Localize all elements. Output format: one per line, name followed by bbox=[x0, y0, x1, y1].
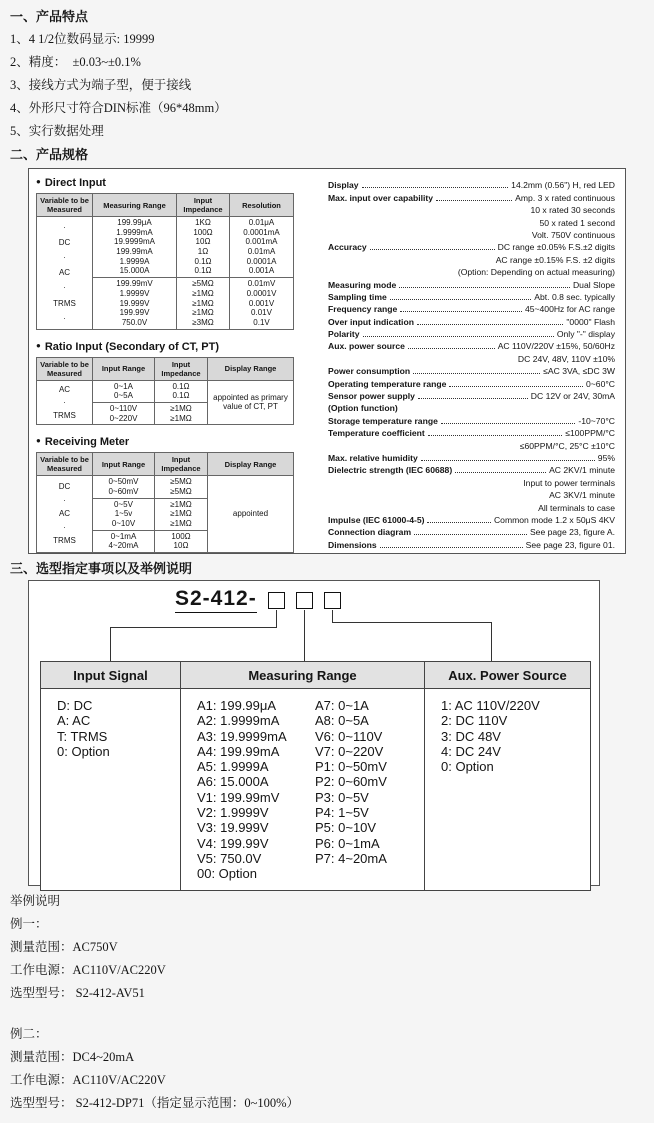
model-code-box-2 bbox=[296, 592, 313, 609]
range-value: 0~50mV bbox=[108, 477, 139, 487]
leader-dots bbox=[413, 373, 540, 374]
features-section bbox=[0, 0, 654, 166]
example1-title: 例一： bbox=[10, 917, 48, 931]
spec-row bbox=[328, 228, 615, 240]
spec-value: Dual Slope bbox=[572, 279, 615, 290]
receiving-meter-title bbox=[36, 436, 314, 448]
impedance-value: ≥3MΩ bbox=[192, 317, 214, 327]
selection-heading: 三、选型指定事项以及举例说明 bbox=[10, 561, 193, 576]
spec-value: See page 23, figure A. bbox=[529, 527, 615, 538]
option-measuring-range: A4: 199.99mA bbox=[197, 743, 280, 759]
variable-type-label: TRMS bbox=[53, 410, 76, 420]
ratio-input-title-text: Ratio Input (Secondary of CT, PT) bbox=[44, 340, 220, 353]
impedance-value: ≥1MΩ bbox=[170, 499, 192, 509]
specifications-panel bbox=[28, 168, 626, 554]
col-header-display-range: Display Range bbox=[208, 453, 294, 476]
range-value: 199.99mV bbox=[116, 279, 153, 289]
option-measuring-range: P3: 0~5V bbox=[315, 789, 369, 805]
option-measuring-range: V7: 0~220V bbox=[315, 743, 384, 759]
variable-type-label: AC bbox=[58, 384, 71, 394]
option-measuring-range: V2: 1.9999V bbox=[197, 805, 269, 821]
model-prefix: S2-412- bbox=[175, 587, 257, 613]
connector-line bbox=[332, 622, 492, 623]
col-header-variable: Variable to be Measured bbox=[37, 453, 93, 476]
option-aux-power: 1: AC 110V/220V bbox=[441, 698, 540, 713]
option-measuring-range: P6: 0~1mA bbox=[315, 835, 380, 851]
variable-type-label: TRMS bbox=[53, 298, 76, 308]
spec-row bbox=[328, 463, 615, 475]
variable-type-label: AC bbox=[58, 509, 71, 519]
spec-label: Measuring mode bbox=[328, 279, 397, 290]
display-range-note: appointed bbox=[232, 509, 269, 519]
range-value: 15.000A bbox=[119, 266, 150, 276]
leader-dots bbox=[399, 287, 570, 288]
example-line: 选型型号： S2-412-DP71（指定显示范围：0~100%） bbox=[10, 1096, 300, 1110]
option-measuring-range: A8: 0~5A bbox=[315, 713, 369, 729]
option-measuring-range: V1: 199.99mV bbox=[197, 789, 280, 805]
variable-type-label: · bbox=[63, 313, 66, 323]
resolution-value: 0.01μA bbox=[248, 218, 275, 227]
range-value: 4~20mA bbox=[108, 541, 139, 551]
range-value: 1.9999A bbox=[119, 256, 150, 266]
spec-row bbox=[328, 252, 615, 264]
impedance-value: 10Ω bbox=[173, 541, 189, 551]
resolution-group-cell bbox=[230, 217, 294, 278]
display-range-cell bbox=[208, 380, 294, 425]
aux-power-cell bbox=[425, 689, 591, 891]
spec-row bbox=[328, 339, 615, 351]
bullet-icon: ● bbox=[36, 177, 41, 186]
leader-dots bbox=[428, 435, 562, 436]
range-value: 0~1mA bbox=[110, 531, 137, 541]
example-line: 工作电源：AC110V/AC220V bbox=[10, 963, 166, 977]
spec-row bbox=[328, 401, 615, 413]
range-value: 199.99V bbox=[119, 308, 150, 318]
spec-row bbox=[328, 426, 615, 438]
option-aux-power: 2: DC 110V bbox=[441, 713, 508, 729]
impedance-value: ≥1MΩ bbox=[170, 413, 192, 423]
col-header-measuring-range: Measuring Range bbox=[93, 194, 177, 217]
spec-row bbox=[328, 488, 615, 500]
resolution-value: 0.01V bbox=[251, 308, 272, 318]
range-value: 199.99μA bbox=[117, 218, 152, 227]
leader-dots bbox=[436, 200, 512, 201]
impedance-value: 1Ω bbox=[197, 247, 209, 257]
range-value: 1.9999V bbox=[119, 288, 150, 298]
spec-value: 95% bbox=[597, 452, 615, 463]
col-header-input-impedance: Input Impedance bbox=[177, 194, 230, 217]
feature-item: 2、精度： ±0.03~±0.1% bbox=[10, 55, 141, 69]
spec-label: Display bbox=[328, 180, 359, 191]
option-measuring-range: V3: 19.999V bbox=[197, 820, 269, 836]
impedance-value: ≥1MΩ bbox=[170, 519, 192, 529]
option-measuring-range: P2: 0~60mV bbox=[315, 774, 387, 790]
spec-row bbox=[328, 178, 615, 190]
spec-row bbox=[328, 500, 615, 512]
leader-dots bbox=[380, 547, 523, 548]
col-header-aux-power: Aux. Power Source bbox=[425, 662, 591, 689]
example-line: 测量范围：AC750V bbox=[10, 940, 118, 954]
spec-row bbox=[328, 513, 615, 525]
feature-item: 3、接线方式为端子型，便于接线 bbox=[10, 78, 192, 92]
ratio-input-title bbox=[36, 341, 314, 353]
spec-value: Amp. 3 x rated continuous bbox=[515, 192, 615, 203]
range-group-cell bbox=[93, 278, 177, 329]
spec-label: Storage temperature range bbox=[328, 415, 438, 426]
resolution-value: 0.1V bbox=[253, 317, 270, 327]
spec-list bbox=[314, 175, 617, 549]
spec-value: AC 2KV/1 minute bbox=[549, 465, 615, 476]
spec-row bbox=[328, 265, 615, 277]
table-row bbox=[41, 689, 591, 891]
spec-row bbox=[328, 438, 615, 450]
spec-value: AC 3KV/1 minute bbox=[549, 490, 615, 501]
impedance-group-cell bbox=[155, 530, 208, 552]
col-header-input-impedance: Input Impedance bbox=[155, 453, 208, 476]
direct-input-title-text: Direct Input bbox=[44, 177, 106, 189]
range-value: 0~220V bbox=[109, 413, 138, 423]
impedance-value: ≥5MΩ bbox=[170, 477, 192, 487]
impedance-value: 100Ω bbox=[171, 531, 191, 541]
option-measuring-range: 00: Option bbox=[197, 866, 257, 882]
spec-value: (Option: Depending on actual measuring) bbox=[457, 267, 615, 278]
spec-row bbox=[328, 290, 615, 302]
range-group-cell bbox=[93, 498, 155, 530]
impedance-value: ≥1MΩ bbox=[192, 308, 214, 318]
option-aux-power: 4: DC 24V bbox=[441, 743, 501, 759]
option-measuring-range: A1: 199.99μA bbox=[197, 698, 277, 713]
resolution-value: 0.01mA bbox=[247, 247, 276, 257]
leader-dots bbox=[417, 324, 563, 325]
input-signal-cell bbox=[41, 689, 181, 891]
col-header-display-range: Display Range bbox=[208, 357, 294, 380]
range-value: 0~1A bbox=[114, 381, 133, 391]
spec-value: Common mode 1.2 x 50μS 4KV bbox=[493, 514, 615, 525]
measuring-range-col1 bbox=[197, 698, 315, 882]
spec-label: Dimensions bbox=[328, 539, 377, 550]
option-aux-power: 3: DC 48V bbox=[441, 728, 501, 744]
col-header-input-signal: Input Signal bbox=[41, 662, 181, 689]
selection-table bbox=[40, 661, 591, 891]
spec-label: Max. relative humidity bbox=[328, 452, 418, 463]
direct-input-title bbox=[36, 177, 314, 189]
col-header-variable: Variable to be Measured bbox=[37, 357, 93, 380]
col-header-variable: Variable to be Measured bbox=[37, 194, 93, 217]
impedance-group-cell bbox=[155, 476, 208, 498]
col-header-input-impedance: Input Impedance bbox=[155, 357, 208, 380]
range-value: 19.9999mA bbox=[114, 237, 155, 247]
range-value: 1~5v bbox=[114, 509, 133, 519]
impedance-group-cell bbox=[155, 498, 208, 530]
spec-row bbox=[328, 451, 615, 463]
variable-type-label: DC bbox=[58, 237, 71, 247]
spec-label: Sensor power supply bbox=[328, 391, 415, 402]
option-measuring-range: A6: 15.000A bbox=[197, 774, 269, 790]
leader-dots bbox=[370, 249, 495, 250]
impedance-value: 0.1Ω bbox=[172, 381, 190, 391]
spec-label: Temperature coefficient bbox=[328, 428, 425, 439]
receiving-meter-title-text: Receiving Meter bbox=[44, 436, 130, 449]
spec-row bbox=[328, 537, 615, 549]
table-row bbox=[37, 217, 294, 278]
impedance-value: ≥1MΩ bbox=[192, 298, 214, 308]
resolution-value: 0.001V bbox=[248, 298, 275, 308]
table-row bbox=[37, 380, 294, 402]
option-input-signal: A: AC bbox=[57, 713, 91, 729]
impedance-value: 0.1Ω bbox=[172, 391, 190, 401]
variable-type-label: · bbox=[63, 253, 66, 262]
spec-value: All terminals to case bbox=[538, 502, 615, 513]
input-tables-column bbox=[36, 175, 314, 549]
spec-value: 10 x rated 30 seconds bbox=[530, 205, 615, 216]
range-group-cell bbox=[93, 530, 155, 552]
option-input-signal: T: TRMS bbox=[57, 728, 108, 744]
leader-dots bbox=[390, 299, 532, 300]
spec-row bbox=[328, 203, 615, 215]
variable-type-label: · bbox=[63, 222, 66, 232]
leader-dots bbox=[408, 348, 495, 349]
spec-row bbox=[328, 525, 615, 537]
spec-value: ≤AC 3VA, ≤DC 3W bbox=[543, 366, 615, 377]
spec-row bbox=[328, 351, 615, 363]
leader-dots bbox=[449, 386, 583, 387]
connector-line bbox=[304, 610, 305, 661]
leader-dots bbox=[421, 460, 595, 461]
spec-label: Dielectric strength (IEC 60688) bbox=[328, 465, 453, 476]
selection-panel bbox=[28, 580, 600, 886]
range-value: 750.0V bbox=[121, 317, 148, 327]
connector-line bbox=[491, 622, 492, 661]
variable-cell bbox=[37, 217, 93, 330]
spec-label: Frequency range bbox=[328, 304, 398, 315]
connector-line bbox=[110, 627, 111, 661]
leader-dots bbox=[400, 311, 522, 312]
spec-row bbox=[328, 277, 615, 289]
leader-dots bbox=[427, 522, 490, 523]
spec-value: Volt. 750V continuous bbox=[531, 229, 615, 240]
impedance-value: ≥5MΩ bbox=[170, 487, 192, 496]
receiving-meter-table bbox=[36, 452, 294, 553]
spec-label: Aux. power source bbox=[328, 341, 405, 352]
example-line: 选型型号： S2-412-AV51 bbox=[10, 986, 145, 1000]
example-line: 工作电源：AC110V/AC220V bbox=[10, 1073, 166, 1087]
table-row bbox=[37, 476, 294, 498]
spec-label: (Option function) bbox=[328, 403, 398, 414]
examples-section bbox=[0, 886, 654, 1115]
spec-value: -10~70°C bbox=[578, 415, 615, 426]
variable-type-label: AC bbox=[58, 268, 71, 278]
spec-value: ≤60PPM/°C, 25°C ±10°C bbox=[519, 440, 615, 451]
impedance-value: 10Ω bbox=[195, 237, 211, 247]
spec-label: Polarity bbox=[328, 329, 360, 340]
impedance-group-cell bbox=[177, 217, 230, 278]
spec-value: "0000" Flash bbox=[566, 316, 615, 327]
impedance-value: 0.1Ω bbox=[194, 256, 212, 266]
option-measuring-range: A3: 19.9999mA bbox=[197, 728, 287, 744]
option-measuring-range: A2: 1.9999mA bbox=[197, 713, 280, 729]
variable-type-label: · bbox=[63, 283, 66, 293]
resolution-value: 0.0001V bbox=[246, 288, 277, 298]
range-value: 199.99mA bbox=[116, 247, 153, 257]
leader-dots bbox=[418, 398, 528, 399]
spec-row bbox=[328, 302, 615, 314]
col-header-input-range: Input Range bbox=[93, 453, 155, 476]
variable-cell bbox=[37, 476, 93, 553]
display-range-cell bbox=[208, 476, 294, 553]
spec-value: 50 x rated 1 second bbox=[539, 217, 615, 228]
feature-item: 4、外形尺寸符合DIN标准（96*48mm） bbox=[10, 101, 227, 115]
option-measuring-range: P5: 0~10V bbox=[315, 820, 377, 836]
resolution-value: 0.01mV bbox=[247, 279, 276, 289]
bullet-icon: ● bbox=[36, 436, 41, 446]
spec-row bbox=[328, 314, 615, 326]
spec-label: Over input indication bbox=[328, 316, 414, 327]
spec-value: AC range ±0.15% F.S. ±2 digits bbox=[495, 254, 615, 265]
spec-value: Input to power terminals bbox=[523, 477, 615, 488]
direct-input-table bbox=[36, 193, 294, 330]
option-measuring-range: V6: 0~110V bbox=[315, 728, 383, 744]
range-group-cell bbox=[93, 380, 155, 402]
spec-row bbox=[328, 215, 615, 227]
col-header-measuring-range: Measuring Range bbox=[181, 662, 425, 689]
variable-type-label: DC bbox=[58, 482, 71, 492]
example2-title: 例二： bbox=[10, 1027, 48, 1041]
spec-label: Power consumption bbox=[328, 366, 411, 377]
impedance-group-cell bbox=[177, 278, 230, 329]
variable-type-label: · bbox=[63, 522, 66, 532]
spec-label: Impulse (IEC 61000-4-5) bbox=[328, 514, 425, 525]
option-measuring-range: V5: 750.0V bbox=[197, 850, 262, 866]
spec-row bbox=[328, 240, 615, 252]
range-value: 0~10V bbox=[111, 519, 136, 529]
spec-row bbox=[328, 389, 615, 401]
spec-value: Only "-" display bbox=[556, 329, 615, 340]
option-measuring-range: P4: 1~5V bbox=[315, 805, 369, 821]
leader-dots bbox=[414, 534, 527, 535]
spec-row bbox=[328, 376, 615, 388]
option-measuring-range: P7: 4~20mA bbox=[315, 850, 387, 866]
spec-row bbox=[328, 364, 615, 376]
resolution-group-cell bbox=[230, 278, 294, 329]
connector-line bbox=[110, 627, 277, 628]
spec-row bbox=[328, 475, 615, 487]
impedance-group-cell bbox=[155, 402, 208, 424]
range-value: 0~60mV bbox=[108, 487, 139, 496]
spec-value: DC range ±0.05% F.S.±2 digits bbox=[497, 242, 615, 253]
spec-value: See page 23, figure 01. bbox=[525, 539, 615, 550]
measuring-range-col2 bbox=[315, 698, 424, 882]
features-heading: 一、产品特点 bbox=[10, 9, 89, 24]
spec-value: Abt. 0.8 sec. typically bbox=[534, 291, 615, 302]
impedance-value: 1KΩ bbox=[195, 218, 211, 227]
col-header-resolution: Resolution bbox=[230, 194, 294, 217]
model-code-box-3 bbox=[324, 592, 341, 609]
spec-value: DC 12V or 24V, 30mA bbox=[530, 391, 615, 402]
resolution-value: 0.001mA bbox=[245, 237, 278, 247]
option-measuring-range: V4: 199.99V bbox=[197, 835, 269, 851]
measuring-range-cell bbox=[181, 689, 425, 891]
model-code-box-1 bbox=[268, 592, 285, 609]
resolution-value: 0.0001mA bbox=[243, 227, 280, 237]
range-group-cell bbox=[93, 476, 155, 498]
ratio-input-table bbox=[36, 357, 294, 426]
option-measuring-range: A5: 1.9999A bbox=[197, 759, 269, 775]
impedance-value: ≥5MΩ bbox=[192, 279, 214, 289]
spec-row bbox=[328, 190, 615, 202]
spec-value: DC 24V, 48V, 110V ±10% bbox=[517, 353, 615, 364]
impedance-value: ≥1MΩ bbox=[192, 288, 214, 298]
leader-dots bbox=[363, 336, 554, 337]
impedance-value: ≥1MΩ bbox=[170, 403, 192, 413]
feature-item: 5、实行数据处理 bbox=[10, 124, 104, 138]
display-range-note: appointed as primary value of CT, PT bbox=[213, 392, 288, 412]
option-measuring-range: A7: 0~1A bbox=[315, 698, 369, 713]
spec-label: Connection diagram bbox=[328, 527, 412, 538]
leader-dots bbox=[362, 187, 509, 188]
variable-type-label: · bbox=[63, 397, 66, 407]
range-group-cell bbox=[93, 217, 177, 278]
resolution-value: 0.001A bbox=[248, 266, 275, 276]
impedance-value: 0.1Ω bbox=[194, 266, 212, 276]
variable-type-label: · bbox=[63, 495, 66, 505]
range-value: 0~110V bbox=[109, 403, 138, 413]
option-input-signal: 0: Option bbox=[57, 743, 110, 759]
examples-heading: 举例说明 bbox=[10, 894, 61, 908]
spec-value: 0~60°C bbox=[586, 378, 615, 389]
feature-item: 1、4 1/2位数码显示: 19999 bbox=[10, 32, 155, 46]
example-line: 测量范围：DC4~20mA bbox=[10, 1050, 135, 1064]
col-header-input-range: Input Range bbox=[93, 357, 155, 380]
spec-label: Accuracy bbox=[328, 242, 367, 253]
spec-row bbox=[328, 327, 615, 339]
impedance-value: ≥1MΩ bbox=[170, 509, 192, 519]
specs-heading: 二、产品规格 bbox=[10, 147, 89, 162]
table-header-row bbox=[41, 662, 591, 689]
spec-value: ≤100PPM/°C bbox=[565, 428, 615, 439]
spec-value: AC 110V/220V ±15%, 50/60Hz bbox=[497, 341, 615, 352]
range-group-cell bbox=[93, 402, 155, 424]
range-value: 1.9999mA bbox=[116, 227, 153, 237]
variable-cell bbox=[37, 380, 93, 425]
leader-dots bbox=[441, 423, 576, 424]
table-header-row bbox=[37, 194, 294, 217]
impedance-value: 100Ω bbox=[193, 227, 213, 237]
spec-label: Sampling time bbox=[328, 291, 387, 302]
variable-type-label: TRMS bbox=[53, 536, 76, 546]
table-header-row bbox=[37, 357, 294, 380]
spec-label: Max. input over capability bbox=[328, 192, 434, 203]
range-value: 0~5V bbox=[114, 499, 133, 509]
bullet-icon: ● bbox=[36, 340, 41, 350]
option-aux-power: 0: Option bbox=[441, 759, 494, 775]
table-header-row bbox=[37, 453, 294, 476]
range-value: 0~5A bbox=[114, 391, 133, 401]
spec-row bbox=[328, 413, 615, 425]
connector-line bbox=[332, 610, 333, 622]
impedance-group-cell bbox=[155, 380, 208, 402]
spec-value: 14.2mm (0.56") H, red LED bbox=[511, 180, 615, 191]
spec-value: 45~400Hz for AC range bbox=[524, 304, 615, 315]
range-value: 19.999V bbox=[119, 298, 150, 308]
option-input-signal: D: DC bbox=[57, 698, 93, 713]
connector-line bbox=[276, 610, 277, 627]
resolution-value: 0.0001A bbox=[246, 256, 277, 266]
spec-label: Operating temperature range bbox=[328, 378, 447, 389]
leader-dots bbox=[455, 472, 546, 473]
option-measuring-range: P1: 0~50mV bbox=[315, 759, 387, 775]
